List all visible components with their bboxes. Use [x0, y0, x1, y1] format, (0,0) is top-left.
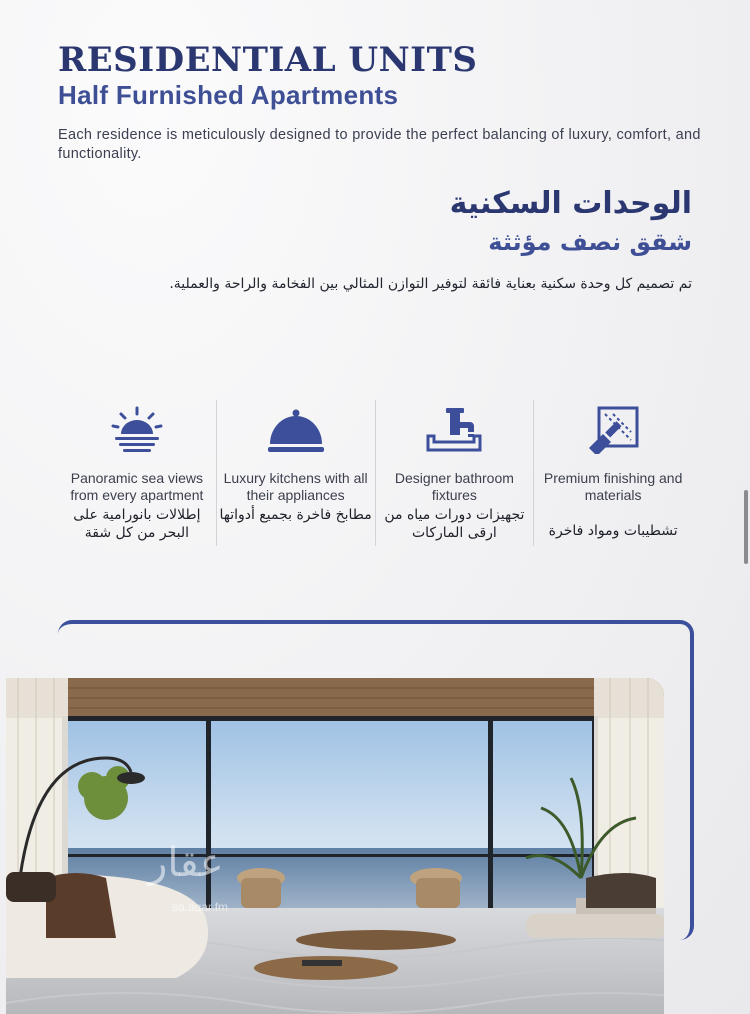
watermark-url: sa.aqar.fm	[172, 900, 229, 914]
feature-ar-text: إطلالات بانورامية على البحر من كل شقة	[73, 507, 201, 541]
feature-kitchens	[217, 400, 376, 546]
feature-en-text: Panoramic sea views from every apartment	[70, 470, 204, 503]
cloche-icon	[266, 404, 326, 454]
feature-finishing	[534, 400, 692, 546]
feature-en-text: Luxury kitchens with all their appliances	[223, 470, 368, 503]
feature-en-text: Premium finishing and materials	[543, 470, 683, 503]
feature-en-text: Designer bathroom fixtures	[394, 470, 514, 503]
living-room-photo	[6, 678, 664, 1014]
feature-ar-text: تشطيبات ومواد فاخرة	[548, 523, 678, 539]
feature-sea-views	[58, 400, 217, 546]
arabic-subtitle: شقق نصف مؤثثة	[488, 228, 692, 256]
watermark-logo: عقار	[148, 840, 224, 886]
arabic-description: تم تصميم كل وحدة سكنية بعناية فائقة لتوفير التوازن المثالي بين الفخامة والراحة والعملية.	[169, 276, 692, 292]
faucet-icon	[424, 404, 484, 454]
page-description: Each residence is meticulously designed to provide the perfect balancing of luxury, comfort, and functionality.	[58, 127, 701, 162]
feature-bathroom	[376, 400, 535, 546]
feature-ar-text: مطابخ فاخرة بجميع أدواتها	[219, 507, 372, 523]
sunrise-icon	[107, 404, 167, 454]
arabic-title: الوحدات السكنية	[449, 186, 692, 221]
page-title: RESIDENTIAL UNITS	[58, 40, 478, 80]
paint-roller-icon	[583, 404, 643, 454]
feature-ar-text: تجهيزات دورات مياه من ارقى الماركات	[384, 507, 525, 541]
features-row	[58, 400, 692, 546]
scrollbar-thumb[interactable]	[744, 490, 748, 564]
page-subtitle: Half Furnished Apartments	[58, 80, 399, 110]
